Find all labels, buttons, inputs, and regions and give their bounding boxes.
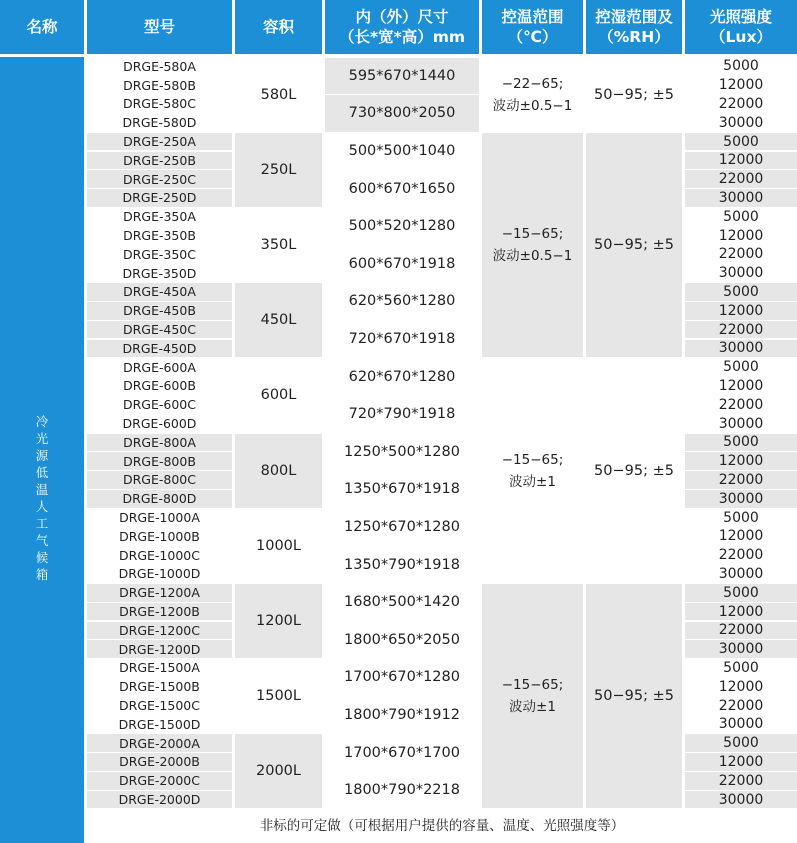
product-name-char: 候 <box>35 550 49 565</box>
model-cell-text: DRGE-600C <box>123 397 196 413</box>
lux-cell-text: 12000 <box>718 528 764 545</box>
lux-cell <box>685 565 797 583</box>
lux-cell-text: 30000 <box>718 641 764 658</box>
size-cell-text: 1350*670*1918 <box>344 481 460 498</box>
lux-cell <box>685 415 797 433</box>
model-cell-text: DRGE-1500B <box>119 679 200 695</box>
header-humidity: 控湿范围及 （%RH） <box>586 0 682 54</box>
size-cell-text: 620*670*1280 <box>348 368 456 385</box>
model-cell <box>87 753 232 771</box>
temperature-cell-text: −15−65; <box>501 677 564 694</box>
model-cell <box>87 546 232 564</box>
size-cell-text: 500*520*1280 <box>348 218 456 235</box>
volume-cell-text: 1500L <box>256 688 301 705</box>
lux-cell <box>685 114 797 132</box>
lux-cell-text: 12000 <box>718 302 764 319</box>
lux-cell-text: 22000 <box>718 697 764 714</box>
lux-cell-text: 12000 <box>718 377 764 394</box>
product-name <box>0 413 84 583</box>
product-name-char: 箱 <box>35 567 49 582</box>
humidity-cell <box>586 58 682 132</box>
model-cell <box>87 584 232 602</box>
size-cell <box>325 283 479 320</box>
model-cell-text: DRGE-580D <box>122 115 197 131</box>
lux-cell <box>685 264 797 282</box>
model-cell-text: DRGE-250D <box>122 190 197 206</box>
size-cell-text: 1700*670*1280 <box>344 669 460 686</box>
lux-cell-text: 22000 <box>718 622 764 639</box>
product-name-char: 源 <box>35 448 49 463</box>
model-cell-text: DRGE-2000D <box>118 792 201 808</box>
temperature-cell-text: −15−65; <box>501 451 564 468</box>
model-cell-text: DRGE-450A <box>123 284 196 300</box>
lux-cell <box>685 321 797 339</box>
volume-cell <box>235 358 322 432</box>
model-cell <box>87 76 232 94</box>
model-cell-text: DRGE-1200C <box>119 622 200 638</box>
lux-cell-text: 30000 <box>718 114 764 131</box>
lux-cell <box>685 678 797 696</box>
lux-cell <box>685 208 797 226</box>
model-cell-text: DRGE-800C <box>123 472 196 488</box>
model-cell-text: DRGE-600D <box>122 416 197 432</box>
model-cell <box>87 452 232 470</box>
size-cell <box>325 396 479 433</box>
model-cell <box>87 659 232 677</box>
size-cell-text: 500*500*1040 <box>348 142 456 159</box>
volume-cell <box>235 659 322 733</box>
size-cell <box>325 246 479 283</box>
size-cell <box>325 509 479 546</box>
temperature-cell <box>482 58 583 132</box>
model-cell <box>87 490 232 508</box>
temperature-cell-text: 波动±1 <box>509 699 556 716</box>
model-cell <box>87 283 232 301</box>
model-cell <box>87 734 232 752</box>
volume-cell <box>235 584 322 658</box>
model-cell-text: DRGE-1000C <box>119 547 200 563</box>
product-name-char: 低 <box>35 465 49 480</box>
humidity-cell <box>586 358 682 583</box>
header-temperature: 控温范围 （℃） <box>482 0 583 54</box>
model-cell <box>87 264 232 282</box>
lux-cell-text: 5000 <box>723 359 759 376</box>
product-name-char: 工 <box>35 516 49 531</box>
volume-cell-text: 1200L <box>256 612 301 629</box>
lux-cell-text: 30000 <box>718 791 764 808</box>
humidity-cell-text: 50−95; ±5 <box>594 688 674 705</box>
lux-cell <box>685 358 797 376</box>
size-cell-text: 720*670*1918 <box>348 330 456 347</box>
temperature-cell <box>482 584 583 809</box>
lux-cell-text: 12000 <box>718 227 764 244</box>
volume-cell-text: 2000L <box>256 763 301 780</box>
model-cell-text: DRGE-1500A <box>119 660 200 676</box>
model-cell <box>87 152 232 170</box>
lux-cell <box>685 452 797 470</box>
size-cell-text: 600*670*1650 <box>348 180 456 197</box>
model-cell-text: DRGE-450B <box>123 303 196 319</box>
model-cell <box>87 95 232 113</box>
model-cell-text: DRGE-800D <box>122 491 197 507</box>
lux-cell-text: 5000 <box>723 283 759 300</box>
lux-cell <box>685 697 797 715</box>
lux-cell <box>685 772 797 790</box>
lux-cell <box>685 753 797 771</box>
size-cell-text: 600*670*1918 <box>348 255 456 272</box>
model-cell-text: DRGE-450C <box>123 322 196 338</box>
lux-cell <box>685 377 797 395</box>
volume-cell-text: 1000L <box>256 537 301 554</box>
lux-cell-text: 30000 <box>718 490 764 507</box>
lux-cell-text: 30000 <box>718 415 764 432</box>
temperature-cell-text: −15−65; <box>501 225 564 242</box>
model-cell-text: DRGE-250C <box>123 171 196 187</box>
model-cell <box>87 528 232 546</box>
lux-cell <box>685 603 797 621</box>
size-cell <box>325 659 479 696</box>
size-cell-text: 1250*670*1280 <box>344 518 460 535</box>
lux-cell <box>685 640 797 658</box>
model-cell <box>87 622 232 640</box>
model-cell-text: DRGE-1500D <box>118 716 201 732</box>
model-cell-text: DRGE-2000C <box>119 773 200 789</box>
lux-cell-text: 22000 <box>718 246 764 263</box>
volume-cell-text: 580L <box>260 86 297 103</box>
volume-cell <box>235 734 322 808</box>
size-cell <box>325 584 479 621</box>
lux-cell-text: 12000 <box>718 603 764 620</box>
model-cell-text: DRGE-350D <box>122 265 197 281</box>
size-cell <box>325 546 479 583</box>
model-cell <box>87 358 232 376</box>
lux-cell <box>685 528 797 546</box>
size-cell-text: 1350*790*1918 <box>344 556 460 573</box>
lux-cell-text: 12000 <box>718 152 764 169</box>
lux-cell-text: 5000 <box>723 133 759 150</box>
volume-cell-text: 450L <box>260 312 297 329</box>
volume-cell <box>235 133 322 207</box>
lux-cell <box>685 227 797 245</box>
model-cell-text: DRGE-1200B <box>119 604 200 620</box>
model-cell <box>87 246 232 264</box>
lux-cell <box>685 283 797 301</box>
size-cell-text: 1800*790*1912 <box>344 706 460 723</box>
model-cell-text: DRGE-1000A <box>119 510 200 526</box>
size-cell-text: 1700*670*1700 <box>344 744 460 761</box>
model-cell-text: DRGE-1500C <box>119 698 200 714</box>
model-cell <box>87 58 232 76</box>
model-cell-text: DRGE-1200D <box>118 641 201 657</box>
lux-cell-text: 22000 <box>718 547 764 564</box>
model-cell <box>87 471 232 489</box>
volume-cell <box>235 58 322 132</box>
lux-cell-text: 30000 <box>718 340 764 357</box>
temperature-cell-text: 波动±1 <box>509 473 556 490</box>
lux-cell-text: 5000 <box>723 208 759 225</box>
temperature-cell-text: 波动±0.5−1 <box>492 97 573 114</box>
model-cell <box>87 170 232 188</box>
model-cell <box>87 114 232 132</box>
volume-cell-text: 600L <box>260 387 297 404</box>
temperature-cell <box>482 133 583 358</box>
temperature-cell-text: −22−65; <box>501 75 564 92</box>
size-cell-text: 1250*500*1280 <box>344 443 460 460</box>
lux-cell <box>685 546 797 564</box>
size-cell <box>325 358 479 395</box>
lux-cell <box>685 133 797 151</box>
model-cell-text: DRGE-580B <box>123 77 196 93</box>
volume-cell-text: 250L <box>260 161 297 178</box>
model-cell <box>87 678 232 696</box>
size-cell <box>325 697 479 734</box>
header-size: 内（外）尺寸 （长*宽*高）mm <box>325 0 479 54</box>
humidity-cell <box>586 133 682 358</box>
lux-cell <box>685 246 797 264</box>
lux-cell <box>685 170 797 188</box>
lux-cell-text: 22000 <box>718 171 764 188</box>
lux-cell <box>685 189 797 207</box>
model-cell <box>87 603 232 621</box>
size-cell <box>325 321 479 358</box>
size-cell-text: 720*790*1918 <box>348 406 456 423</box>
temperature-cell <box>482 358 583 583</box>
lux-cell <box>685 152 797 170</box>
model-cell-text: DRGE-250B <box>123 152 196 168</box>
size-cell <box>325 471 479 508</box>
lux-cell-text: 12000 <box>718 753 764 770</box>
product-name-char: 温 <box>35 482 49 497</box>
volume-cell <box>235 509 322 583</box>
size-cell <box>325 622 479 659</box>
lux-cell-text: 5000 <box>723 58 759 75</box>
lux-cell-text: 5000 <box>723 509 759 526</box>
product-name-char: 光 <box>35 431 49 446</box>
model-cell-text: DRGE-2000A <box>119 735 200 751</box>
model-cell-text: DRGE-580A <box>123 58 196 74</box>
humidity-cell-text: 50−95; ±5 <box>594 236 674 253</box>
lux-cell-text: 5000 <box>723 659 759 676</box>
model-cell-text: DRGE-1200A <box>119 585 200 601</box>
lux-cell <box>685 659 797 677</box>
size-cell-text: 730*800*2050 <box>348 105 456 122</box>
size-cell-text: 1680*500*1420 <box>344 594 460 611</box>
lux-cell-text: 22000 <box>718 95 764 112</box>
model-cell <box>87 396 232 414</box>
lux-cell-text: 30000 <box>718 265 764 282</box>
lux-cell-text: 5000 <box>723 735 759 752</box>
lux-cell-text: 22000 <box>718 772 764 789</box>
size-cell <box>325 734 479 771</box>
model-cell-text: DRGE-580C <box>123 96 196 112</box>
model-cell-text: DRGE-350A <box>123 209 196 225</box>
model-cell-text: DRGE-450D <box>122 340 197 356</box>
humidity-cell-text: 50−95; ±5 <box>594 86 674 103</box>
lux-cell <box>685 734 797 752</box>
lux-cell <box>685 434 797 452</box>
size-cell <box>325 95 479 132</box>
lux-cell <box>685 584 797 602</box>
lux-cell-text: 30000 <box>718 189 764 206</box>
model-cell <box>87 189 232 207</box>
lux-cell <box>685 716 797 734</box>
model-cell-text: DRGE-350C <box>123 246 196 262</box>
header-name: 名称 <box>0 0 84 54</box>
model-cell <box>87 208 232 226</box>
model-cell-text: DRGE-1000B <box>119 528 200 544</box>
humidity-cell-text: 50−95; ±5 <box>594 462 674 479</box>
model-cell-text: DRGE-250A <box>123 134 196 150</box>
model-cell-text: DRGE-800B <box>123 453 196 469</box>
model-cell-text: DRGE-600B <box>123 378 196 394</box>
product-name-char: 冷 <box>35 414 49 429</box>
volume-cell <box>235 283 322 357</box>
lux-cell <box>685 396 797 414</box>
model-cell <box>87 340 232 358</box>
size-cell <box>325 133 479 170</box>
humidity-cell <box>586 584 682 809</box>
model-cell <box>87 302 232 320</box>
model-cell <box>87 640 232 658</box>
model-cell <box>87 415 232 433</box>
model-cell <box>87 321 232 339</box>
lux-cell-text: 22000 <box>718 396 764 413</box>
lux-cell <box>685 76 797 94</box>
model-cell <box>87 509 232 527</box>
volume-cell-text: 800L <box>260 462 297 479</box>
lux-cell-text: 22000 <box>718 471 764 488</box>
size-cell-text: 1800*790*2218 <box>344 782 460 799</box>
product-name-char: 气 <box>35 533 49 548</box>
product-name-column <box>0 57 84 843</box>
size-cell <box>325 208 479 245</box>
volume-cell <box>235 208 322 282</box>
model-cell-text: DRGE-600A <box>123 359 196 375</box>
size-cell-text: 620*560*1280 <box>348 293 456 310</box>
header-volume: 容积 <box>235 0 322 54</box>
lux-cell-text: 12000 <box>718 678 764 695</box>
lux-cell <box>685 340 797 358</box>
size-cell <box>325 58 479 95</box>
lux-cell <box>685 302 797 320</box>
model-cell <box>87 227 232 245</box>
lux-cell-text: 5000 <box>723 434 759 451</box>
model-cell <box>87 377 232 395</box>
lux-cell-text: 30000 <box>718 565 764 582</box>
lux-cell-text: 12000 <box>718 453 764 470</box>
lux-cell <box>685 95 797 113</box>
lux-cell <box>685 471 797 489</box>
size-cell <box>325 170 479 207</box>
volume-cell-text: 350L <box>260 236 297 253</box>
lux-cell-text: 5000 <box>723 584 759 601</box>
footer-note: 非标的可定做（可根据用户提供的容量、温度、光照强度等） <box>259 818 625 834</box>
model-cell-text: DRGE-800A <box>123 434 196 450</box>
lux-cell <box>685 509 797 527</box>
model-cell-text: DRGE-1000D <box>118 566 201 582</box>
lux-cell <box>685 58 797 76</box>
model-cell <box>87 434 232 452</box>
model-cell <box>87 697 232 715</box>
model-cell <box>87 772 232 790</box>
size-cell <box>325 434 479 471</box>
model-cell-text: DRGE-2000B <box>119 754 200 770</box>
volume-cell <box>235 434 322 508</box>
model-cell <box>87 716 232 734</box>
model-cell-text: DRGE-350B <box>123 228 196 244</box>
header-lux: 光照强度 （Lux） <box>685 0 797 54</box>
model-cell <box>87 133 232 151</box>
lux-cell-text: 22000 <box>718 321 764 338</box>
size-cell <box>325 772 479 809</box>
lux-cell <box>685 490 797 508</box>
lux-cell-text: 12000 <box>718 77 764 94</box>
temperature-cell-text: 波动±0.5−1 <box>492 247 573 264</box>
header-model: 型号 <box>87 0 232 54</box>
size-cell-text: 595*670*1440 <box>348 67 456 84</box>
product-name-char: 人 <box>35 499 49 514</box>
model-cell <box>87 565 232 583</box>
lux-cell <box>685 622 797 640</box>
lux-cell-text: 30000 <box>718 716 764 733</box>
size-cell-text: 1800*650*2050 <box>344 631 460 648</box>
